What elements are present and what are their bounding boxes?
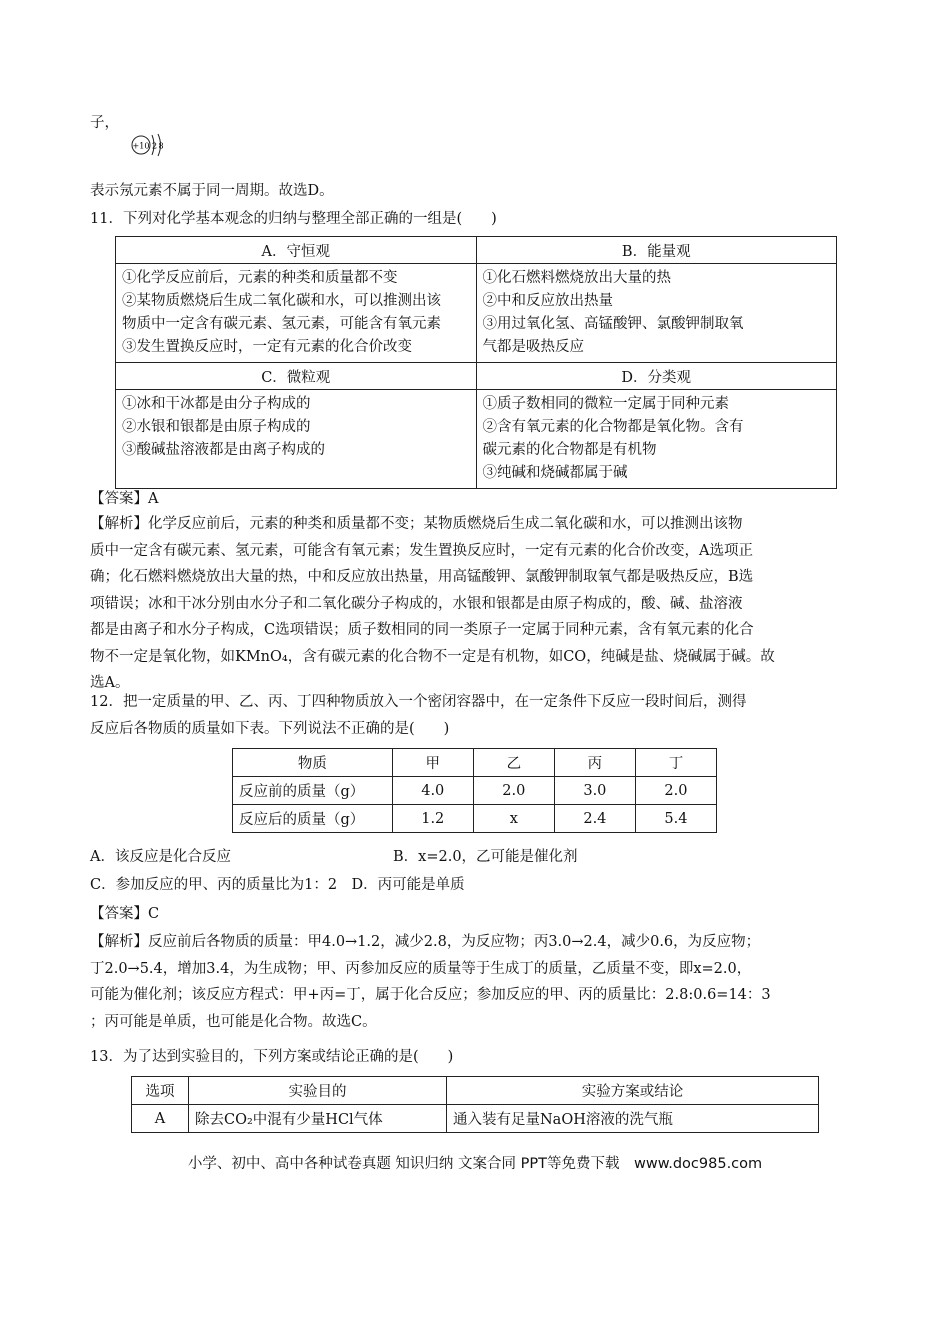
q11-b-body [476, 264, 837, 363]
table-cell: 2.4 [554, 805, 635, 833]
table-row [233, 805, 717, 833]
q11-d-line: ③纯碱和烧碱都属于碱 [482, 465, 628, 481]
q11-c-line: ①冰和干冰都是由分子构成的 [122, 396, 311, 412]
table-row [132, 1105, 819, 1133]
q11-b-line: ②中和反应放出热量 [482, 293, 613, 309]
q11-d-line: ②含有氧元素的化合物都是氧化物。含有 [482, 419, 744, 435]
q11-analysis-line: 选A。 [90, 675, 130, 691]
table-row [132, 1077, 819, 1105]
q11-d-body [476, 390, 837, 489]
table-header-cell: 实验方案或结论 [447, 1077, 819, 1105]
table-cell: 2.0 [635, 777, 716, 805]
q11-stem: 11．下列对化学基本观念的归纳与整理全部正确的一组是( ) [90, 211, 497, 227]
q12-option-b: B．x=2.0，乙可能是催化剂 [393, 849, 578, 865]
q12-option-a: A．该反应是化合反应 [90, 849, 231, 865]
q13-options-table [131, 1076, 819, 1133]
q11-analysis-line: 质中一定含有碳元素、氢元素，可能含有氧元素；发生置换反应时，一定有元素的化合价改变，A选项正 [90, 542, 753, 559]
q11-d-line: ①质子数相同的微粒一定属于同种元素 [482, 396, 729, 412]
table-cell: 通入装有足量NaOH溶液的洗气瓶 [447, 1105, 819, 1133]
q12-analysis-line: ；丙可能是单质，也可能是化合物。故选C。 [90, 1013, 377, 1030]
table-cell: 3.0 [554, 777, 635, 805]
q12-analysis-line: 可能为催化剂；该反应方程式：甲+丙=丁，属于化合反应；参加反应的甲、丙的质量比：2.8:0.6=14：3 [90, 987, 771, 1003]
table-header-cell: 实验目的 [189, 1077, 447, 1105]
q11-analysis-line: 都是由离子和水分子构成，C选项错误；质子数相同的同一类原子一定属于同种元素，含有氧元素的化合 [90, 622, 754, 638]
q11-b-head: B．能量观 [476, 237, 837, 264]
table-cell: 反应前的质量（g） [233, 777, 393, 805]
q11-d-line: 碳元素的化合物都是有机物 [482, 442, 657, 458]
table-cell: A [132, 1105, 189, 1133]
table-header-cell: 丙 [554, 749, 635, 777]
q11-a-line: ②某物质燃烧后生成二氧化碳和水，可以推测出该 [122, 293, 441, 309]
q12-analysis [90, 929, 860, 1035]
q12-stem-line: 12．把一定质量的甲、乙、丙、丁四种物质放入一个密闭容器中，在一定条件下反应一段时间后，测得 [90, 694, 747, 710]
q12-answer: 【答案】C [90, 906, 160, 922]
q12-analysis-line: 丁2.0→5.4，增加3.4，为生成物；甲、丙参加反应的质量等于生成丁的质量，乙质量不变，即x=2.0， [90, 960, 752, 977]
q11-b-line: 气都是吸热反应 [482, 339, 584, 355]
q11-answer: 【答案】A [90, 491, 159, 507]
table-cell: 2.0 [473, 777, 554, 805]
q11-analysis [90, 511, 860, 697]
q11-analysis-line: 项错误；冰和干冰分别由水分子和二氧化碳分子构成的，水银和银都是由原子构成的，酸、碱、盐溶液 [90, 595, 743, 612]
atom-shell1-label: 2 [151, 141, 158, 151]
q11-analysis-line: 确；化石燃料燃烧放出大量的热，中和反应放出热量，用高锰酸钾、氯酸钾制取氧气都是吸热反应，B选 [90, 569, 754, 585]
q11-a-line: ①化学反应前后，元素的种类和质量都不变 [122, 270, 398, 286]
atom-nucleus-label: +10 [132, 141, 150, 151]
q12-option-cd: C．参加反应的甲、丙的质量比为1：2 D．丙可能是单质 [90, 877, 465, 893]
table-cell: 5.4 [635, 805, 716, 833]
q11-a-body [116, 264, 477, 363]
table-header-cell: 丁 [635, 749, 716, 777]
atom-shell2-label: 8 [158, 141, 164, 151]
q11-options-table [115, 236, 837, 489]
q11-a-line: 物质中一定含有碳元素、氢元素，可能含有氧元素 [122, 316, 441, 332]
intro-fragment: 子， [90, 115, 119, 131]
q12-mass-table [232, 748, 717, 833]
table-cell: 4.0 [392, 777, 473, 805]
table-cell: 反应后的质量（g） [233, 805, 393, 833]
q11-c-head: C．微粒观 [116, 363, 477, 390]
table-row [233, 777, 717, 805]
q11-a-line: ③发生置换反应时，一定有元素的化合价改变 [122, 339, 412, 355]
table-header-cell: 甲 [392, 749, 473, 777]
q11-c-body [116, 390, 477, 489]
q12-analysis-line: 【解析】反应前后各物质的质量：甲4.0→1.2，减少2.8，为反应物；丙3.0→2.4，减少0.6，为反应物； [90, 934, 761, 950]
q11-analysis-line: 物不一定是氧化物，如KMnO₄，含有碳元素的化合物不一定是有机物，如CO，纯碱是盐、烧碱属于碱。故 [90, 648, 775, 665]
q11-a-head: A．守恒观 [116, 237, 477, 264]
table-cell: 1.2 [392, 805, 473, 833]
page-footer: 小学、初中、高中各种试卷真题 知识归纳 文案合同 PPT等免费下载 www.doc985.com [187, 1156, 763, 1172]
q12-stem [90, 689, 860, 742]
table-header-cell: 选项 [132, 1077, 189, 1105]
q13-stem: 13．为了达到实验目的，下列方案或结论正确的是( ) [90, 1049, 454, 1065]
neon-atom-structure-diagram [130, 130, 170, 160]
table-header-cell: 物质 [233, 749, 393, 777]
q11-b-line: ③用过氧化氢、高锰酸钾、氯酸钾制取氧 [482, 316, 744, 332]
q11-d-head: D．分类观 [476, 363, 837, 390]
q11-c-line: ②水银和银都是由原子构成的 [122, 419, 311, 435]
q11-c-line: ③酸碱盐溶液都是由离子构成的 [122, 442, 325, 458]
table-cell: x [473, 805, 554, 833]
q11-b-line: ①化石燃料燃烧放出大量的热 [482, 270, 671, 286]
table-row [233, 749, 717, 777]
q11-analysis-line: 【解析】化学反应前后，元素的种类和质量都不变；某物质燃烧后生成二氧化碳和水，可以推测出该物 [90, 516, 743, 532]
table-cell: 除去CO₂中混有少量HCl气体 [189, 1105, 447, 1133]
table-header-cell: 乙 [473, 749, 554, 777]
intro-conclusion: 表示氖元素不属于同一周期。故选D。 [90, 183, 334, 199]
q12-stem-line: 反应后各物质的质量如下表。下列说法不正确的是( ) [90, 720, 450, 737]
